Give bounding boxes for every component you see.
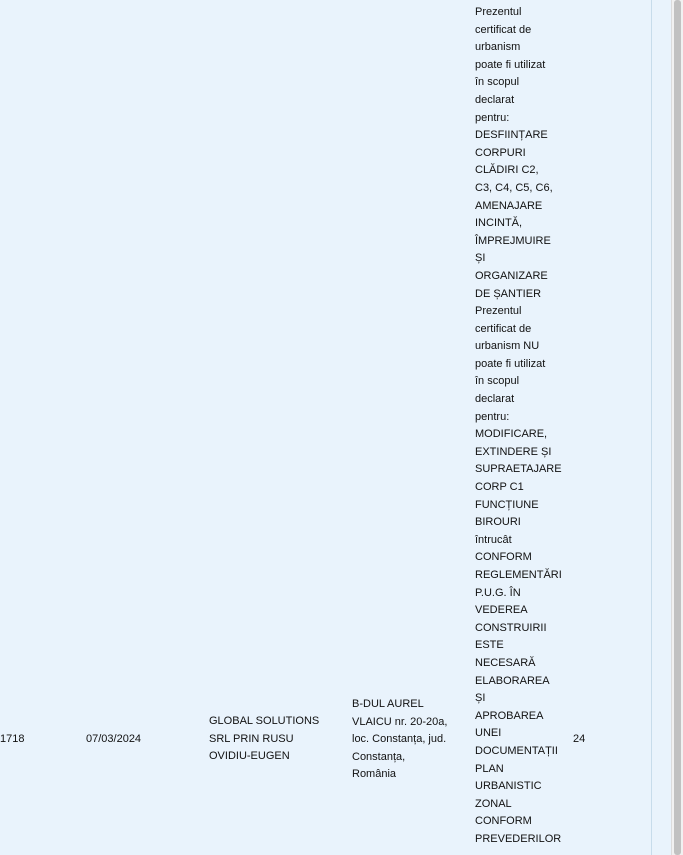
purpose-line: în scopul <box>475 375 520 388</box>
purpose-line: ÎMPREJMUIRE <box>475 234 551 247</box>
column-divider <box>651 0 652 855</box>
purpose-line: declarat <box>475 93 515 106</box>
purpose-line: DE ȘANTIER <box>475 287 542 300</box>
purpose-line: Prezentul <box>475 6 522 18</box>
purpose-line: ESTE <box>475 639 504 652</box>
purpose-line: poate fi utilizat <box>475 58 546 71</box>
purpose-line: CORP C1 <box>475 481 524 494</box>
purpose-line: NECESARĂ <box>475 656 536 669</box>
vertical-scrollbar[interactable] <box>671 0 683 855</box>
purpose-line: urbanism <box>475 41 521 54</box>
cell-applicant <box>209 713 319 766</box>
purpose-line: urbanism NU <box>475 340 540 353</box>
purpose-line: P.U.G. ÎN <box>475 586 521 599</box>
purpose-line: DESFIINȚARE <box>475 129 548 142</box>
purpose-line: CORPURI <box>475 146 526 159</box>
address-line: B-DUL AUREL <box>352 698 424 710</box>
cell-term: 24 <box>573 733 586 745</box>
purpose-line: PLAN <box>475 762 504 775</box>
address-line: loc. Constanța, jud. <box>352 733 447 746</box>
purpose-line: REGLEMENTĂRI <box>475 569 562 581</box>
purpose-line: FUNCȚIUNE <box>475 498 539 511</box>
purpose-line: ȘI <box>475 252 486 265</box>
purpose-line: UNEI <box>475 727 502 740</box>
address-line: VLAICU nr. 20-20a, <box>352 715 448 728</box>
purpose-line: AMENAJARE <box>475 199 543 212</box>
purpose-line: VEDEREA <box>475 604 528 617</box>
purpose-line: SUPRAETAJARE <box>475 463 562 476</box>
cell-date: 07/03/2024 <box>86 733 142 745</box>
purpose-line: în scopul <box>475 76 520 89</box>
purpose-line: Prezentul <box>475 305 522 318</box>
cell-number: 1718 <box>0 733 25 745</box>
purpose-line: pentru: <box>475 111 510 124</box>
purpose-line: CONFORM <box>475 815 532 828</box>
purpose-line: poate fi utilizat <box>475 357 546 370</box>
applicant-line: GLOBAL SOLUTIONS <box>209 715 320 727</box>
purpose-line: declarat <box>475 393 515 406</box>
purpose-line: C3, C4, C5, C6, <box>475 181 553 194</box>
purpose-line: APROBAREA <box>475 709 544 722</box>
applicant-line: OVIDIU-EUGEN <box>209 750 290 763</box>
purpose-line: certificat de <box>475 23 532 36</box>
purpose-line: CONSTRUIRII <box>475 621 547 634</box>
purpose-line: întrucât <box>475 533 512 546</box>
purpose-line: ELABORAREA <box>475 674 550 687</box>
purpose-line: pentru: <box>475 410 510 423</box>
purpose-line: BIROURI <box>475 516 521 529</box>
purpose-line: URBANISTIC <box>475 780 542 793</box>
cell-purpose <box>475 4 562 849</box>
purpose-line: DOCUMENTAȚII <box>475 744 558 757</box>
purpose-line: INCINTĂ, <box>475 217 523 230</box>
cell-address <box>352 696 447 784</box>
applicant-line: SRL PRIN RUSU <box>209 732 294 745</box>
purpose-line: EXTINDERE ȘI <box>475 445 552 458</box>
purpose-line: CLĂDIRI C2, <box>475 164 539 177</box>
purpose-line: MODIFICARE, <box>475 428 548 441</box>
purpose-line: PREVEDERILOR <box>475 832 562 845</box>
purpose-line: ȘI <box>475 692 486 705</box>
purpose-line: CONFORM <box>475 551 532 564</box>
scrollbar-thumb[interactable] <box>674 0 681 855</box>
purpose-line: certificat de <box>475 322 532 335</box>
address-line: România <box>352 768 397 781</box>
purpose-line: ORGANIZARE <box>475 269 548 282</box>
purpose-line: ZONAL <box>475 797 512 810</box>
address-line: Constanța, <box>352 750 406 763</box>
